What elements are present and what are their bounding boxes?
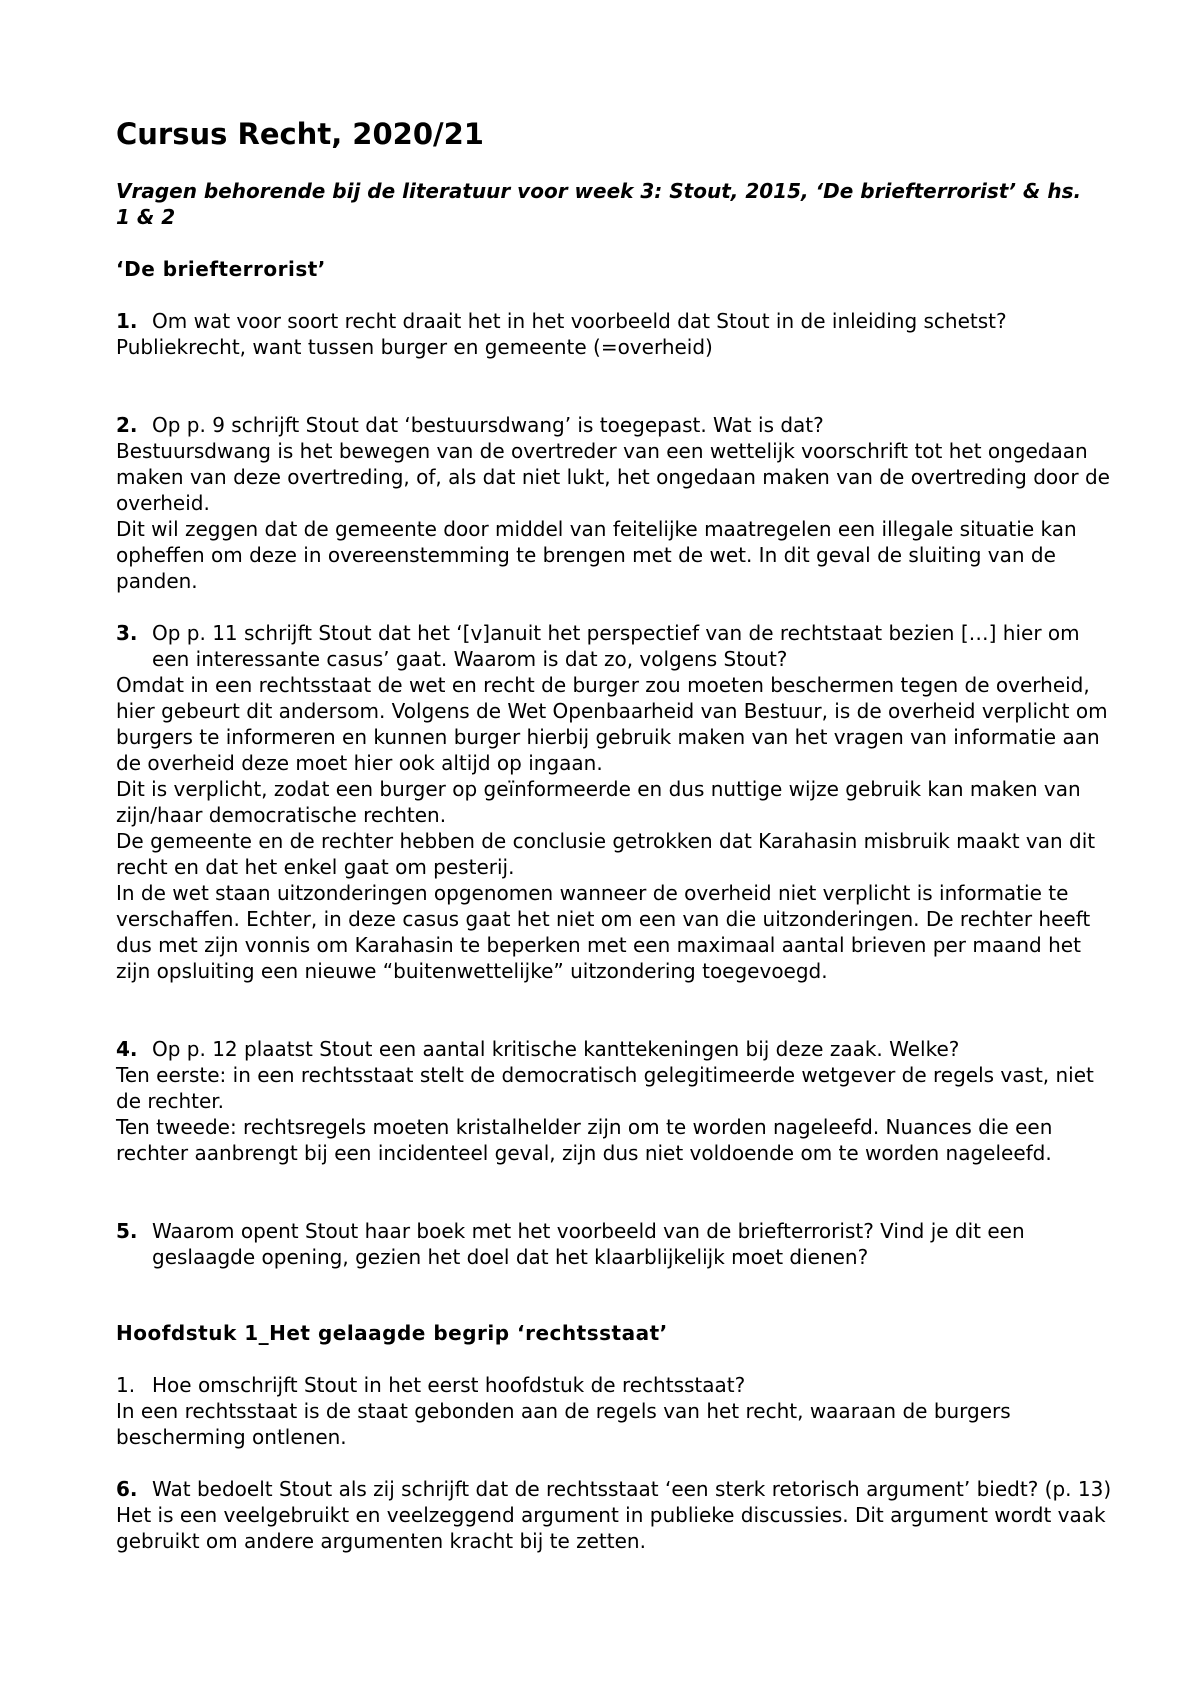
question-text: 3. Op p. 11 schrijft Stout dat het ‘[v]anuit het perspectief van de rechtstaat bezien […] hier om een interessante casus’ gaat. Waarom is dat zo, volgens Stout? [116,621,1080,671]
question-number: 1. [116,309,138,333]
answer-text: Het is een veelgebruikt en veelzeggend argument in publieke discussies. Dit argument wordt vaak gebruikt om andere argumenten kracht bij te zetten. [116,1503,1106,1553]
question-number: 6. [116,1477,138,1501]
document-subtitle: Vragen behorende bij de literatuur voor week 3: Stout, 2015, ‘De briefterrorist’ & hs. 1 & 2 [116,179,1082,229]
answer-text: Ten eerste: in een rechtsstaat stelt de democratisch gelegitimeerde wetgever de regels vast, niet de rechter. [116,1063,1094,1113]
question-block [116,620,1116,984]
question-block [116,1036,1116,1166]
question-number: 3. [116,621,138,645]
answer-text: Dit is verplicht, zodat een burger op geïnformeerde en dus nuttige wijze gebruik kan maken van zijn/haar democratische rechten. [116,777,1081,827]
answer-text: Ten tweede: rechtsregels moeten kristalhelder zijn om te worden nageleefd. Nuances die een rechter aanbrengt bij een incidenteel geval, zijn dus niet voldoende om te worden nageleefd. [116,1115,1053,1165]
question-number: 4. [116,1037,138,1061]
answer-text: Dit wil zeggen dat de gemeente door middel van feitelijke maatregelen een illegale situatie kan opheffen om deze in overeenstemming te brengen met de wet. In dit geval de sluiting van de panden. [116,517,1077,593]
document-title: Cursus Recht, 2020/21 [116,117,484,151]
question-number: 5. [116,1219,138,1243]
answer-text: Publiekrecht, want tussen burger en gemeente (=overheid) [116,335,713,359]
question-block [116,1372,1116,1450]
answer-text: De gemeente en de rechter hebben de conclusie getrokken dat Karahasin misbruik maakt van dit recht en dat het enkel gaat om pesterij. [116,829,1096,879]
question-text: 1. Om wat voor soort recht draait het in het voorbeeld dat Stout in de inleiding schetst? [116,309,1007,333]
question-number: 1. [116,1373,136,1397]
question-block [116,1476,1116,1554]
answer-text: In een rechtsstaat is de staat gebonden aan de regels van het recht, waaraan de burgers bescherming ontlenen. [116,1399,1011,1449]
question-text: 4. Op p. 12 plaatst Stout een aantal kritische kanttekeningen bij deze zaak. Welke? [116,1037,960,1061]
question-text: 5. Waarom opent Stout haar boek met het voorbeeld van de briefterrorist? Vind je dit een geslaagde opening, gezien het doel dat het klaarblijkelijk moet dienen? [116,1219,1025,1269]
question-text: 2. Op p. 9 schrijft Stout dat ‘bestuursdwang’ is toegepast. Wat is dat? [116,413,824,437]
answer-text: In de wet staan uitzonderingen opgenomen wanneer de overheid niet verplicht is informatie te verschaffen. Echter, in deze casus gaat het niet om een van die uitzonderingen. De rechter heeft dus met zijn vonnis om Karahasin te beperken met een maximaal aantal brieven per maand het zijn opsluiting een nieuwe “buitenwettelijke” uitzondering toegevoegd. [116,881,1091,983]
question-number: 2. [116,413,138,437]
question-block [116,1218,1116,1270]
section-heading-briefterrorist: ‘De briefterrorist’ [116,257,326,281]
answer-text: Bestuursdwang is het bewegen van de overtreder van een wettelijk voorschrift tot het ongedaan maken van deze overtreding, of, als dat niet lukt, het ongedaan maken van de overtreding door de overheid. [116,439,1110,515]
section-heading-hoofdstuk-1: Hoofdstuk 1_Het gelaagde begrip ‘rechtsstaat’ [116,1321,668,1345]
answer-text: Omdat in een rechtsstaat de wet en recht de burger zou moeten beschermen tegen de overheid, hier gebeurt dit andersom. Volgens de Wet Openbaarheid van Bestuur, is de overheid verplicht om burgers te informeren en kunnen burger hierbij gebruik maken van het vragen van informatie aan de overheid deze moet hier ook altijd op ingaan. [116,673,1108,775]
question-text: 6. Wat bedoelt Stout als zij schrijft dat de rechtsstaat ‘een sterk retorisch argument’ biedt? (p. 13) [116,1477,1112,1501]
question-block [116,412,1116,594]
question-block [116,308,1116,360]
question-text: 1. Hoe omschrijft Stout in het eerst hoofdstuk de rechtsstaat? [116,1373,746,1397]
